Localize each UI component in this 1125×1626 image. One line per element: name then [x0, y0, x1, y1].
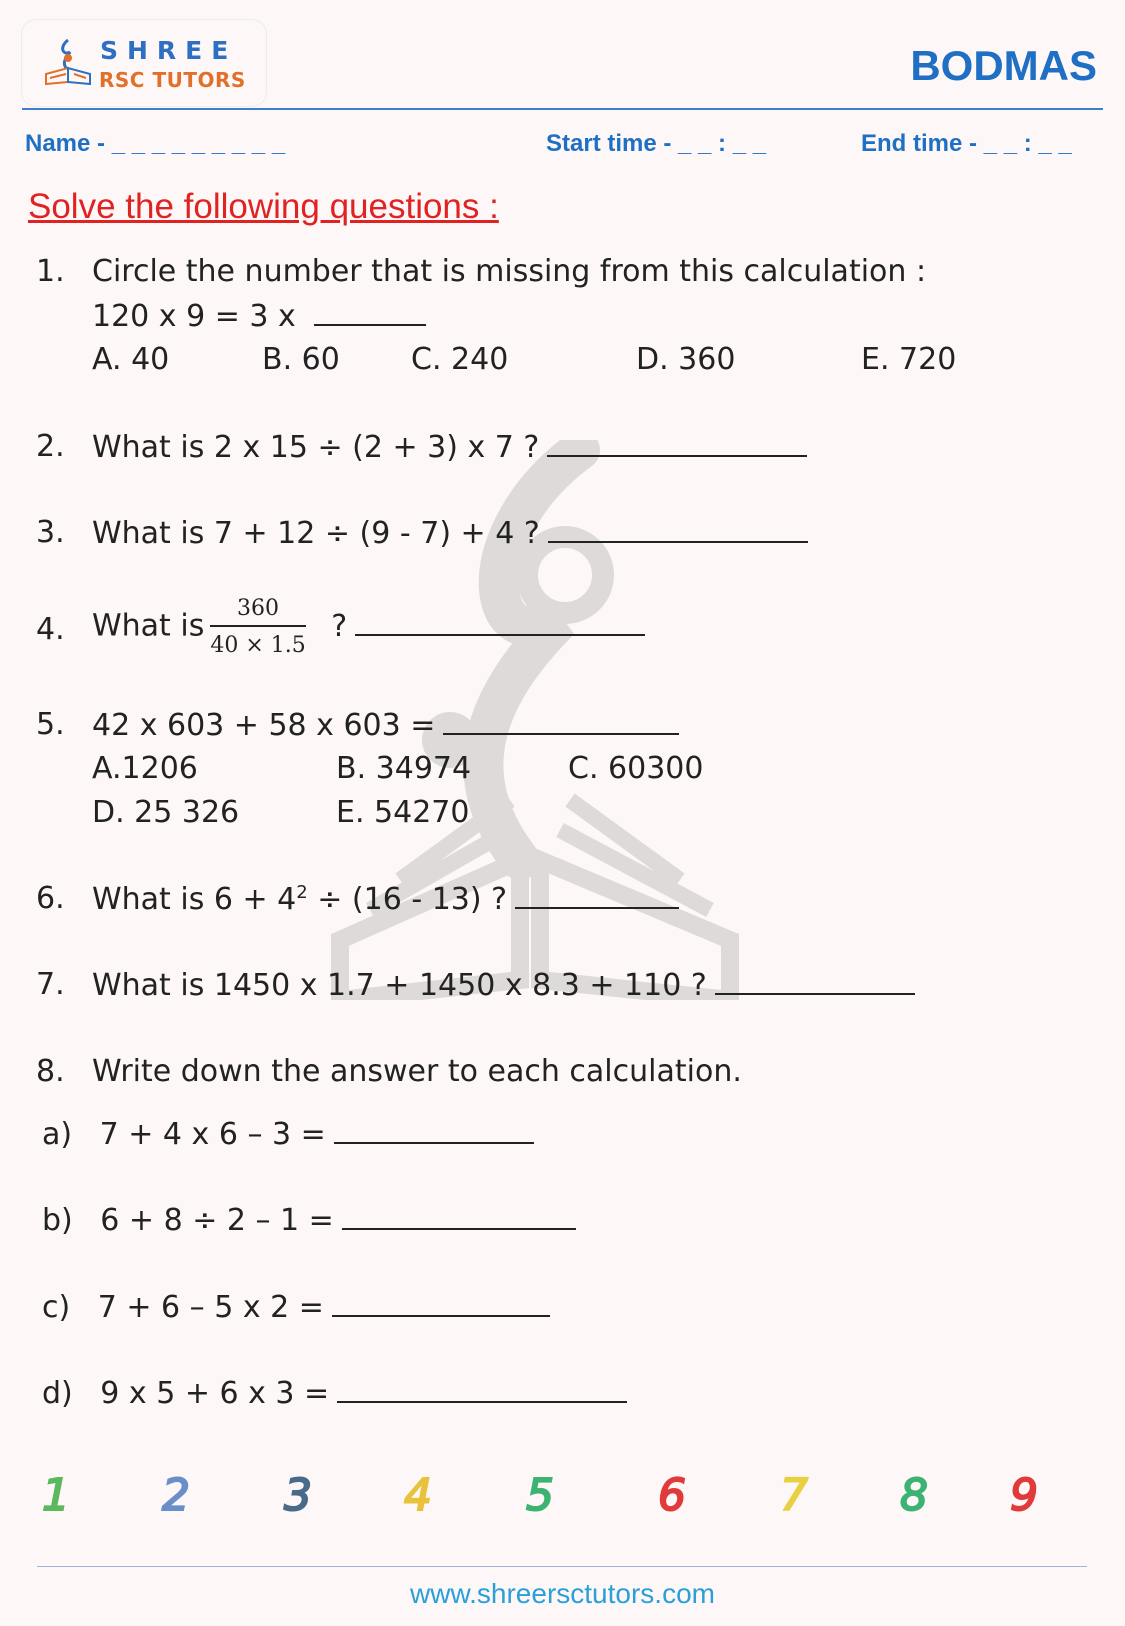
- answer-blank[interactable]: [334, 1116, 534, 1144]
- decorative-digit-8: 8: [900, 1470, 928, 1521]
- decorative-digit-1: 1: [42, 1470, 70, 1521]
- start-time-field: Start time - _ _ : _ _: [546, 130, 767, 157]
- footer-divider: [37, 1566, 1087, 1567]
- question-number: 1.: [36, 254, 65, 289]
- question-text: Circle the number that is missing from this calculation :: [92, 254, 927, 289]
- option-d[interactable]: D. 360: [636, 342, 736, 377]
- answer-blank[interactable]: [443, 707, 679, 735]
- option-e[interactable]: E. 720: [861, 342, 957, 377]
- book-flame-logo-icon: [44, 38, 96, 90]
- question-text: What is $\frac{360}{40 \times 1.5}$ ?: [92, 596, 645, 658]
- decorative-digit-6: 6: [658, 1470, 686, 1521]
- footer-website-link[interactable]: www.shreersctutors.com: [410, 1578, 715, 1609]
- option-e[interactable]: E. 54270: [336, 795, 470, 830]
- sub-question-d: [42, 1375, 627, 1411]
- question-text: Write down the answer to each calculation.: [92, 1054, 742, 1089]
- decorative-digit-3: 3: [284, 1470, 312, 1521]
- answer-blank[interactable]: [342, 1202, 576, 1230]
- worksheet-title: BODMAS: [910, 42, 1097, 89]
- sub-question-label: c): [42, 1290, 71, 1325]
- instruction-heading: Solve the following questions :: [28, 187, 499, 226]
- answer-blank[interactable]: [337, 1375, 627, 1403]
- question-number: 8.: [36, 1054, 65, 1089]
- decorative-digit-2: 2: [162, 1470, 190, 1521]
- question-text: What is 1450 x 1.7 + 1450 x 8.3 + 110 ?: [92, 967, 915, 1003]
- question-number: 6.: [36, 881, 65, 916]
- equation-text: 120 x 9 = 3 x: [92, 299, 296, 334]
- option-a[interactable]: A.1206: [92, 751, 198, 786]
- sub-question-c: [42, 1289, 550, 1325]
- question-text: What is 2 x 15 ÷ (2 + 3) x 7 ?: [92, 429, 807, 465]
- answer-blank[interactable]: [332, 1289, 550, 1317]
- end-time-field: End time - _ _ : _ _: [861, 130, 1072, 157]
- sub-question-expression: 6 + 8 ÷ 2 – 1 =: [100, 1203, 334, 1238]
- question-number: 5.: [36, 707, 65, 742]
- sub-question-label: b): [42, 1203, 73, 1238]
- answer-blank[interactable]: [547, 429, 807, 457]
- sub-question-b: [42, 1202, 576, 1238]
- sub-question-label: d): [42, 1376, 73, 1411]
- logo-brand-top: SHREE: [100, 36, 238, 65]
- answer-blank[interactable]: [355, 608, 645, 636]
- answer-blank[interactable]: [548, 515, 808, 543]
- option-d[interactable]: D. 25 326: [92, 795, 240, 830]
- fraction: [210, 596, 305, 658]
- sub-question-label: a): [42, 1117, 73, 1152]
- exponent: 2: [296, 882, 308, 903]
- name-field: Name - _ _ _ _ _ _ _ _ _: [25, 130, 286, 157]
- sub-question-expression: 9 x 5 + 6 x 3 =: [100, 1376, 330, 1411]
- option-c[interactable]: C. 60300: [568, 751, 704, 786]
- fraction-denominator: 40 × 1.5: [210, 633, 306, 658]
- logo-brand-bottom: RSC TUTORS: [99, 68, 246, 92]
- question-number: 7.: [36, 967, 65, 1002]
- question-number: 4.: [36, 612, 65, 647]
- question-number: 2.: [36, 429, 65, 464]
- decorative-digit-4: 4: [404, 1470, 432, 1521]
- decorative-digit-7: 7: [780, 1470, 808, 1521]
- decorative-digit-5: 5: [526, 1470, 554, 1521]
- question-1-equation: [92, 298, 426, 334]
- header-divider: [22, 108, 1103, 110]
- answer-blank[interactable]: [515, 881, 679, 909]
- option-c[interactable]: C. 240: [411, 342, 509, 377]
- answer-blank[interactable]: [715, 967, 915, 995]
- sub-question-expression: 7 + 6 – 5 x 2 =: [97, 1290, 324, 1325]
- sub-question-a: [42, 1116, 534, 1152]
- question-number: 3.: [36, 515, 65, 550]
- option-b[interactable]: B. 34974: [336, 751, 472, 786]
- answer-blank[interactable]: [314, 298, 426, 326]
- decorative-digit-9: 9: [1010, 1470, 1038, 1521]
- question-text: 42 x 603 + 58 x 603 =: [92, 707, 679, 743]
- fraction-numerator: 360: [210, 596, 305, 627]
- question-text: What is $6 + 4^2 \div (16 - 13)$ ?: [92, 881, 679, 917]
- question-text: What is 7 + 12 ÷ (9 - 7) + 4 ?: [92, 515, 808, 551]
- option-b[interactable]: B. 60: [262, 342, 340, 377]
- option-a[interactable]: A. 40: [92, 342, 170, 377]
- sub-question-expression: 7 + 4 x 6 – 3 =: [99, 1117, 326, 1152]
